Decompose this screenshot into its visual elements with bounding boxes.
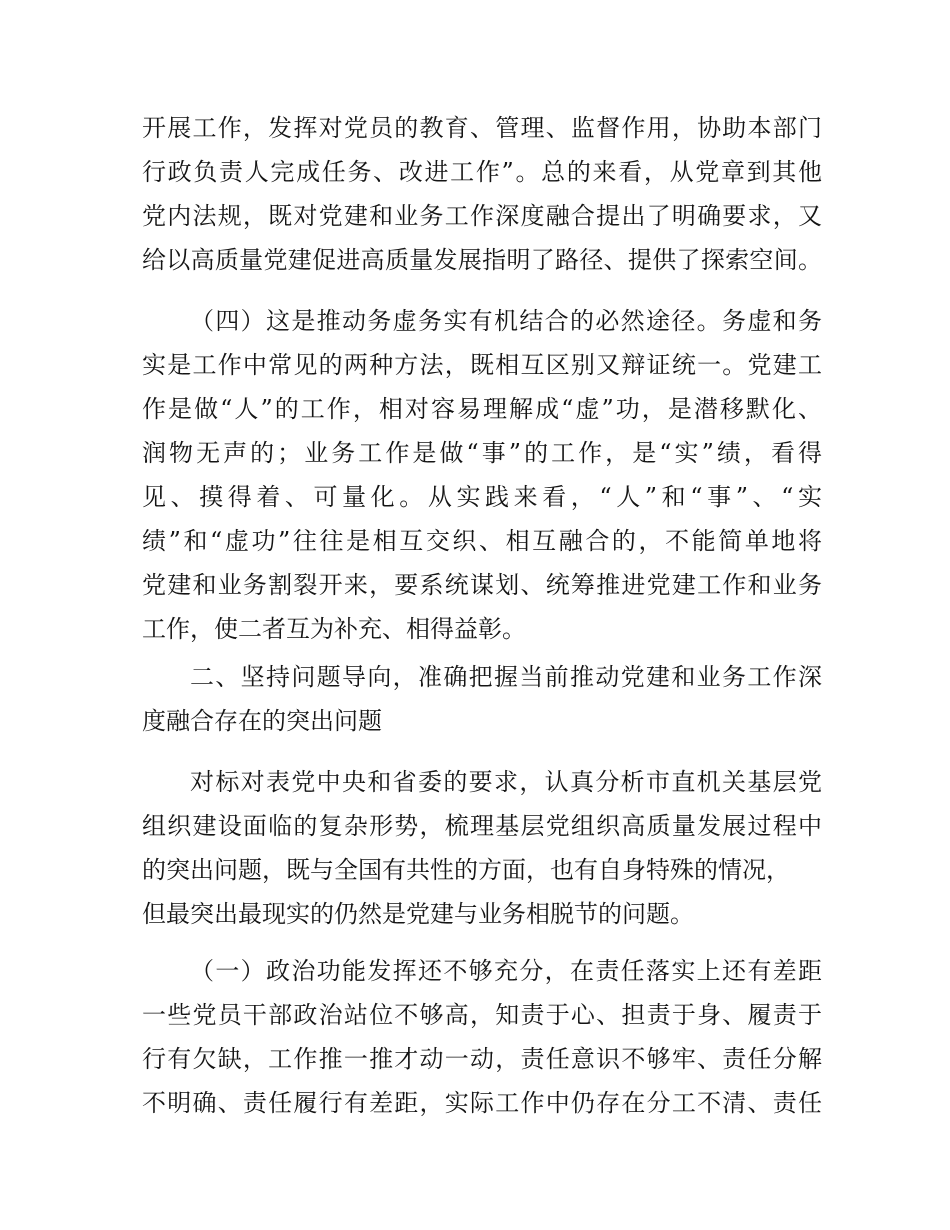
text-line: 给以高质量党建促进高质量发展指明了路径、提供了探索空间。 xyxy=(142,246,822,274)
section-heading-2: 二、坚持问题导向，准确把握当前推动党建和业务工作深 xyxy=(190,663,822,691)
text-line: 润物无声的；业务工作是做“事”的工作，是“实”绩，看得 xyxy=(142,439,822,467)
text-line: 行有欠缺，工作推一推才动一动，责任意识不够牢、责任分解 xyxy=(142,1045,822,1073)
text-line: 见、摸得着、可量化。从实践来看，“人”和“事”、“实 xyxy=(142,483,822,511)
text-line: 不明确、责任履行有差距，实际工作中仍存在分工不清、责任 xyxy=(142,1089,822,1117)
text-line: 绩”和“虚功”往往是相互交织、相互融合的，不能简单地将 xyxy=(142,527,822,555)
section-heading-4: （四）这是推动务虚务实有机结合的必然途径。务虚和务 xyxy=(190,307,822,335)
text-line: 的突出问题，既与全国有共性的方面，也有自身特殊的情况， xyxy=(142,856,790,884)
text-line: 对标对表党中央和省委的要求，认真分析市直机关基层党 xyxy=(190,768,822,796)
text-line: 组织建设面临的复杂形势，梳理基层党组织高质量发展过程中 xyxy=(142,812,822,840)
section-heading-1: （一）政治功能发挥还不够充分，在责任落实上还有差距 xyxy=(190,957,822,985)
text-line: 党内法规，既对党建和业务工作深度融合提出了明确要求，又 xyxy=(142,202,822,230)
text-line: 一些党员干部政治站位不够高，知责于心、担责于身、履责于 xyxy=(142,1001,822,1029)
section-heading-2-cont: 度融合存在的突出问题 xyxy=(142,707,382,735)
text-line: 党建和业务割裂开来，要系统谋划、统筹推进党建工作和业务 xyxy=(142,571,822,599)
text-line: 作是做“人”的工作，相对容易理解成“虚”功，是潜移默化、 xyxy=(142,395,822,423)
text-line: 行政负责人完成任务、改进工作”。总的来看，从党章到其他 xyxy=(142,158,822,186)
text-line: 开展工作，发挥对党员的教育、管理、监督作用，协助本部门 xyxy=(142,114,822,142)
text-line: 但最突出最现实的仍然是党建与业务相脱节的问题。 xyxy=(142,900,694,928)
text-line: 工作，使二者互为补充、相得益彰。 xyxy=(142,615,526,643)
text-line: 实是工作中常见的两种方法，既相互区别又辩证统一。党建工 xyxy=(142,351,822,379)
